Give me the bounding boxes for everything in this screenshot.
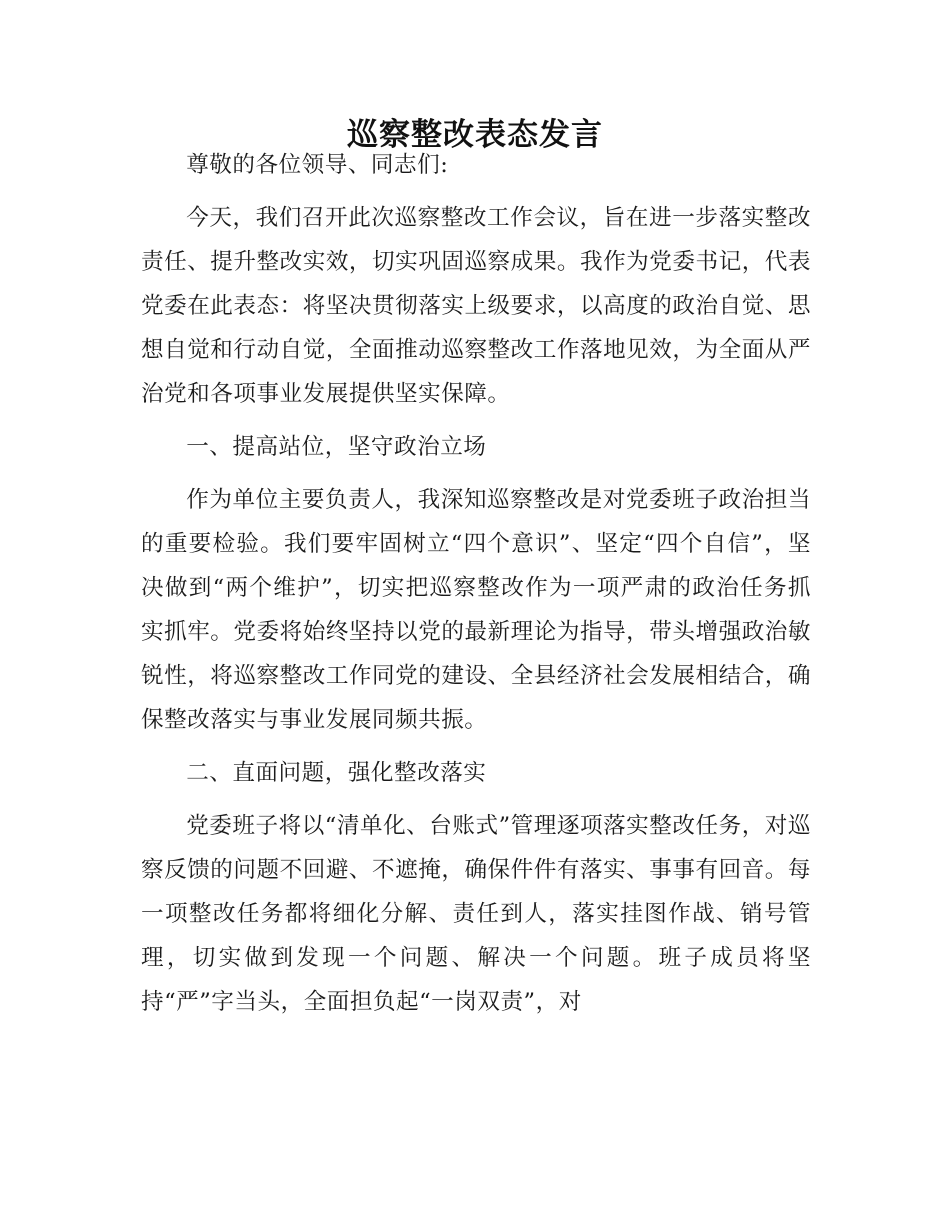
section-heading-1: 一、提高站位，坚守政治立场	[186, 434, 487, 460]
document-body	[141, 143, 811, 1033]
paragraph-section-1: 作为单位主要负责人，我深知巡察整改是对党委班子政治担当的重要检验。我们要牢固树立“四个意识”、坚定“四个自信”，坚决做到“两个维护”，切实把巡察整改作为一项严肃的政治任务抓实抓牢。党委将始终坚持以党的最新理论为指导，带头增强政治敏锐性，将巡察整改工作同党的建设、全县经济社会发展相结合，确保整改落实与事业发展同频共振。	[141, 487, 811, 733]
section-heading-2: 二、直面问题，强化整改落实	[186, 760, 487, 786]
salutation: 尊敬的各位领导、同志们:	[186, 152, 449, 178]
paragraph-section-2: 党委班子将以“清单化、台账式”管理逐项落实整改任务，对巡察反馈的问题不回避、不遮掩，确保件件有落实、事事有回音。每一项整改任务都将细化分解、责任到人，落实挂图作战、销号管理，切实做到发现一个问题、解决一个问题。班子成员将坚持“严”字当头，全面担负起“一岗双责”，对	[141, 813, 811, 1015]
document-title: 巡察整改表态发言	[347, 117, 603, 153]
paragraph-opening: 今天，我们召开此次巡察整改工作会议，旨在进一步落实整改责任、提升整改实效，切实巩固巡察成果。我作为党委书记，代表党委在此表态：将坚决贯彻落实上级要求，以高度的政治自觉、思想自觉和行动自觉，全面推动巡察整改工作落地见效，为全面从严治党和各项事业发展提供坚实保障。	[141, 205, 811, 407]
